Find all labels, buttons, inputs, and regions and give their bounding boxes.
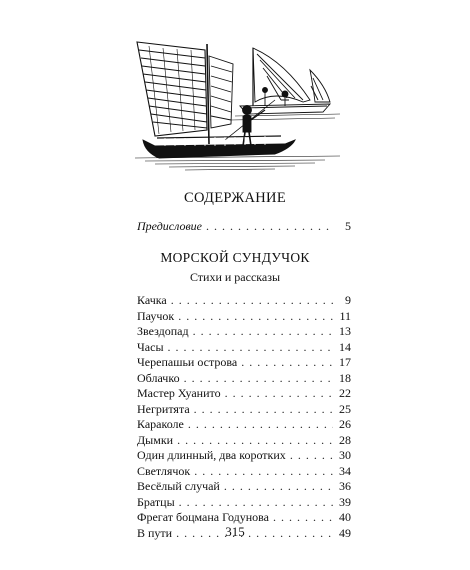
toc-entry-title: Караколе [137,417,184,431]
dot-leader [178,309,333,325]
dot-leader [206,219,333,235]
dot-leader [188,417,333,433]
toc-entry[interactable] [137,324,351,340]
toc-entry-page: 13 [339,324,351,338]
preface-list [137,219,351,235]
toc-entry-title: Паучок [137,308,175,323]
toc-entry[interactable] [137,340,351,356]
toc-entry[interactable] [137,371,351,387]
toc-entry-page: 22 [339,386,351,400]
dot-leader [225,386,333,402]
dot-leader [171,293,333,309]
toc-entry-title: Звездопад [137,324,189,338]
toc-entry[interactable] [137,464,351,480]
toc-entry-page: 5 [345,219,351,233]
toc-entry-page: 49 [339,525,351,540]
dot-leader [168,340,333,356]
toc-entry-page: 25 [339,401,351,416]
toc-entry[interactable] [137,386,351,402]
toc-entry-title: Мастер Хуанито [137,386,221,400]
toc-entry-title: Часы [137,339,164,354]
toc-entry-page: 17 [339,355,351,369]
toc-entry-title: Облачко [137,370,180,385]
contents-heading: СОДЕРЖАНИЕ [184,190,286,206]
section-title: МОРСКОЙ СУНДУЧОК [160,250,310,265]
toc-entry-title: Дымки [137,432,174,447]
toc-entry-preface[interactable] [137,219,351,235]
dot-leader [179,495,333,511]
toc-entry-title: Светлячок [137,463,191,478]
dot-leader [194,402,333,418]
toc-entry-page: 39 [339,494,351,509]
toc-entry[interactable] [137,433,351,449]
page-number: 315 [225,524,245,539]
section-subtitle: Стихи и рассказы [189,270,281,284]
toc-entry[interactable] [137,293,351,309]
toc-entry-title: Фрегат боцмана Годунова [137,510,269,524]
toc-entry[interactable] [137,479,351,495]
toc-entry-title: Черепашьи острова [137,355,238,369]
toc-entry-page: 30 [339,448,351,462]
toc-entry-page: 28 [339,432,351,447]
toc-entry-page: 26 [339,417,351,431]
toc-entry-page: 40 [339,510,351,524]
toc-entry-title: Один длинный, два коротких [137,448,286,462]
dot-leader [241,355,333,371]
toc-entry-page: 34 [339,463,351,478]
toc-entry[interactable] [137,495,351,511]
toc-entry[interactable] [137,309,351,325]
toc-entry-title: Предисловие [137,219,203,233]
dot-leader [193,324,333,340]
toc-entry-page: 14 [339,339,351,354]
toc-entry[interactable] [137,417,351,433]
dot-leader [224,479,333,495]
toc-entry-title: В пути [137,525,173,540]
toc-entry-page: 18 [339,370,351,385]
dot-leader [194,464,333,480]
toc-entry[interactable] [137,355,351,371]
toc-entry-title: Братцы [137,494,175,509]
toc-entry-page: 11 [339,308,351,323]
toc-entry-title: Качка [137,293,167,307]
dot-leader [290,448,333,464]
dot-leader [184,371,333,387]
toc-entry-page: 9 [345,293,351,307]
sailboats-illustration [135,40,340,172]
toc-entry-title: Весёлый случай [137,479,220,493]
toc-entry-page: 36 [339,479,351,493]
dot-leader [177,433,333,449]
toc-entry-title: Негритята [137,401,190,416]
toc-list [137,293,351,541]
toc-entry[interactable] [137,402,351,418]
toc-entry[interactable] [137,448,351,464]
